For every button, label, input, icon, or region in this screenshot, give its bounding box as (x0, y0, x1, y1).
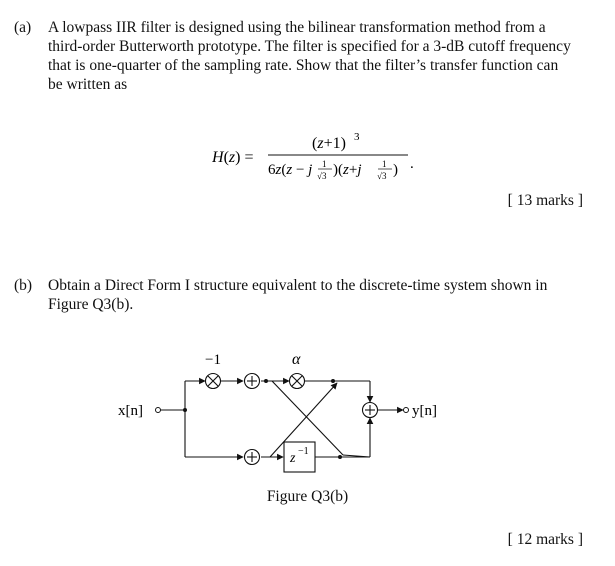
output-label: y[n] (412, 403, 437, 419)
part-a-line: third-order Butterworth prototype. The filter is specified for a 3-dB cutoff frequency (48, 38, 571, 55)
gain-label-minus-one: −1 (205, 352, 221, 368)
svg-text:): ) (393, 162, 398, 178)
adder-output (363, 403, 378, 418)
input-node (183, 408, 187, 412)
adder-bottom (245, 450, 260, 465)
input-terminal (156, 408, 161, 413)
svg-text:√3: √3 (317, 171, 327, 181)
equation-numerator-exp: 3 (354, 131, 360, 143)
part-b-label: (b) (14, 277, 33, 294)
part-a-marks: [ 13 marks ] (507, 192, 583, 209)
gain-label-alpha: α (292, 351, 301, 368)
output-terminal (404, 408, 409, 413)
svg-text:1: 1 (382, 159, 387, 169)
multiplier-alpha (290, 374, 305, 389)
part-a-line: be written as (48, 76, 128, 93)
part-a-line: that is one-quarter of the sampling rate. Show that the filter’s transfer function can (48, 57, 559, 74)
equation-trailing: . (410, 156, 414, 172)
part-a-line: A lowpass IIR filter is designed using the bilinear transformation method from a (48, 19, 546, 36)
svg-text:√3: √3 (377, 171, 387, 181)
figure-caption: Figure Q3(b) (266, 488, 349, 505)
svg-text:)(z+j: )(z+j (333, 162, 362, 178)
delay-label: z (290, 451, 296, 466)
equation-lhs: H(z) = (212, 149, 254, 166)
multiplier-minus-one (206, 374, 221, 389)
svg-text:1: 1 (322, 159, 327, 169)
part-b-line: Obtain a Direct Form I structure equivalent to the discrete-time system shown in (48, 277, 548, 294)
part-b-line: Figure Q3(b). (48, 296, 134, 313)
equation-denominator: 6z(z − j (268, 162, 313, 178)
adder-top (245, 374, 260, 389)
part-b-marks: [ 12 marks ] (507, 531, 583, 548)
input-label: x[n] (118, 403, 143, 419)
equation-numerator: (z+1) (312, 135, 346, 152)
delay-exp: −1 (298, 446, 309, 457)
part-a-label: (a) (14, 19, 32, 36)
